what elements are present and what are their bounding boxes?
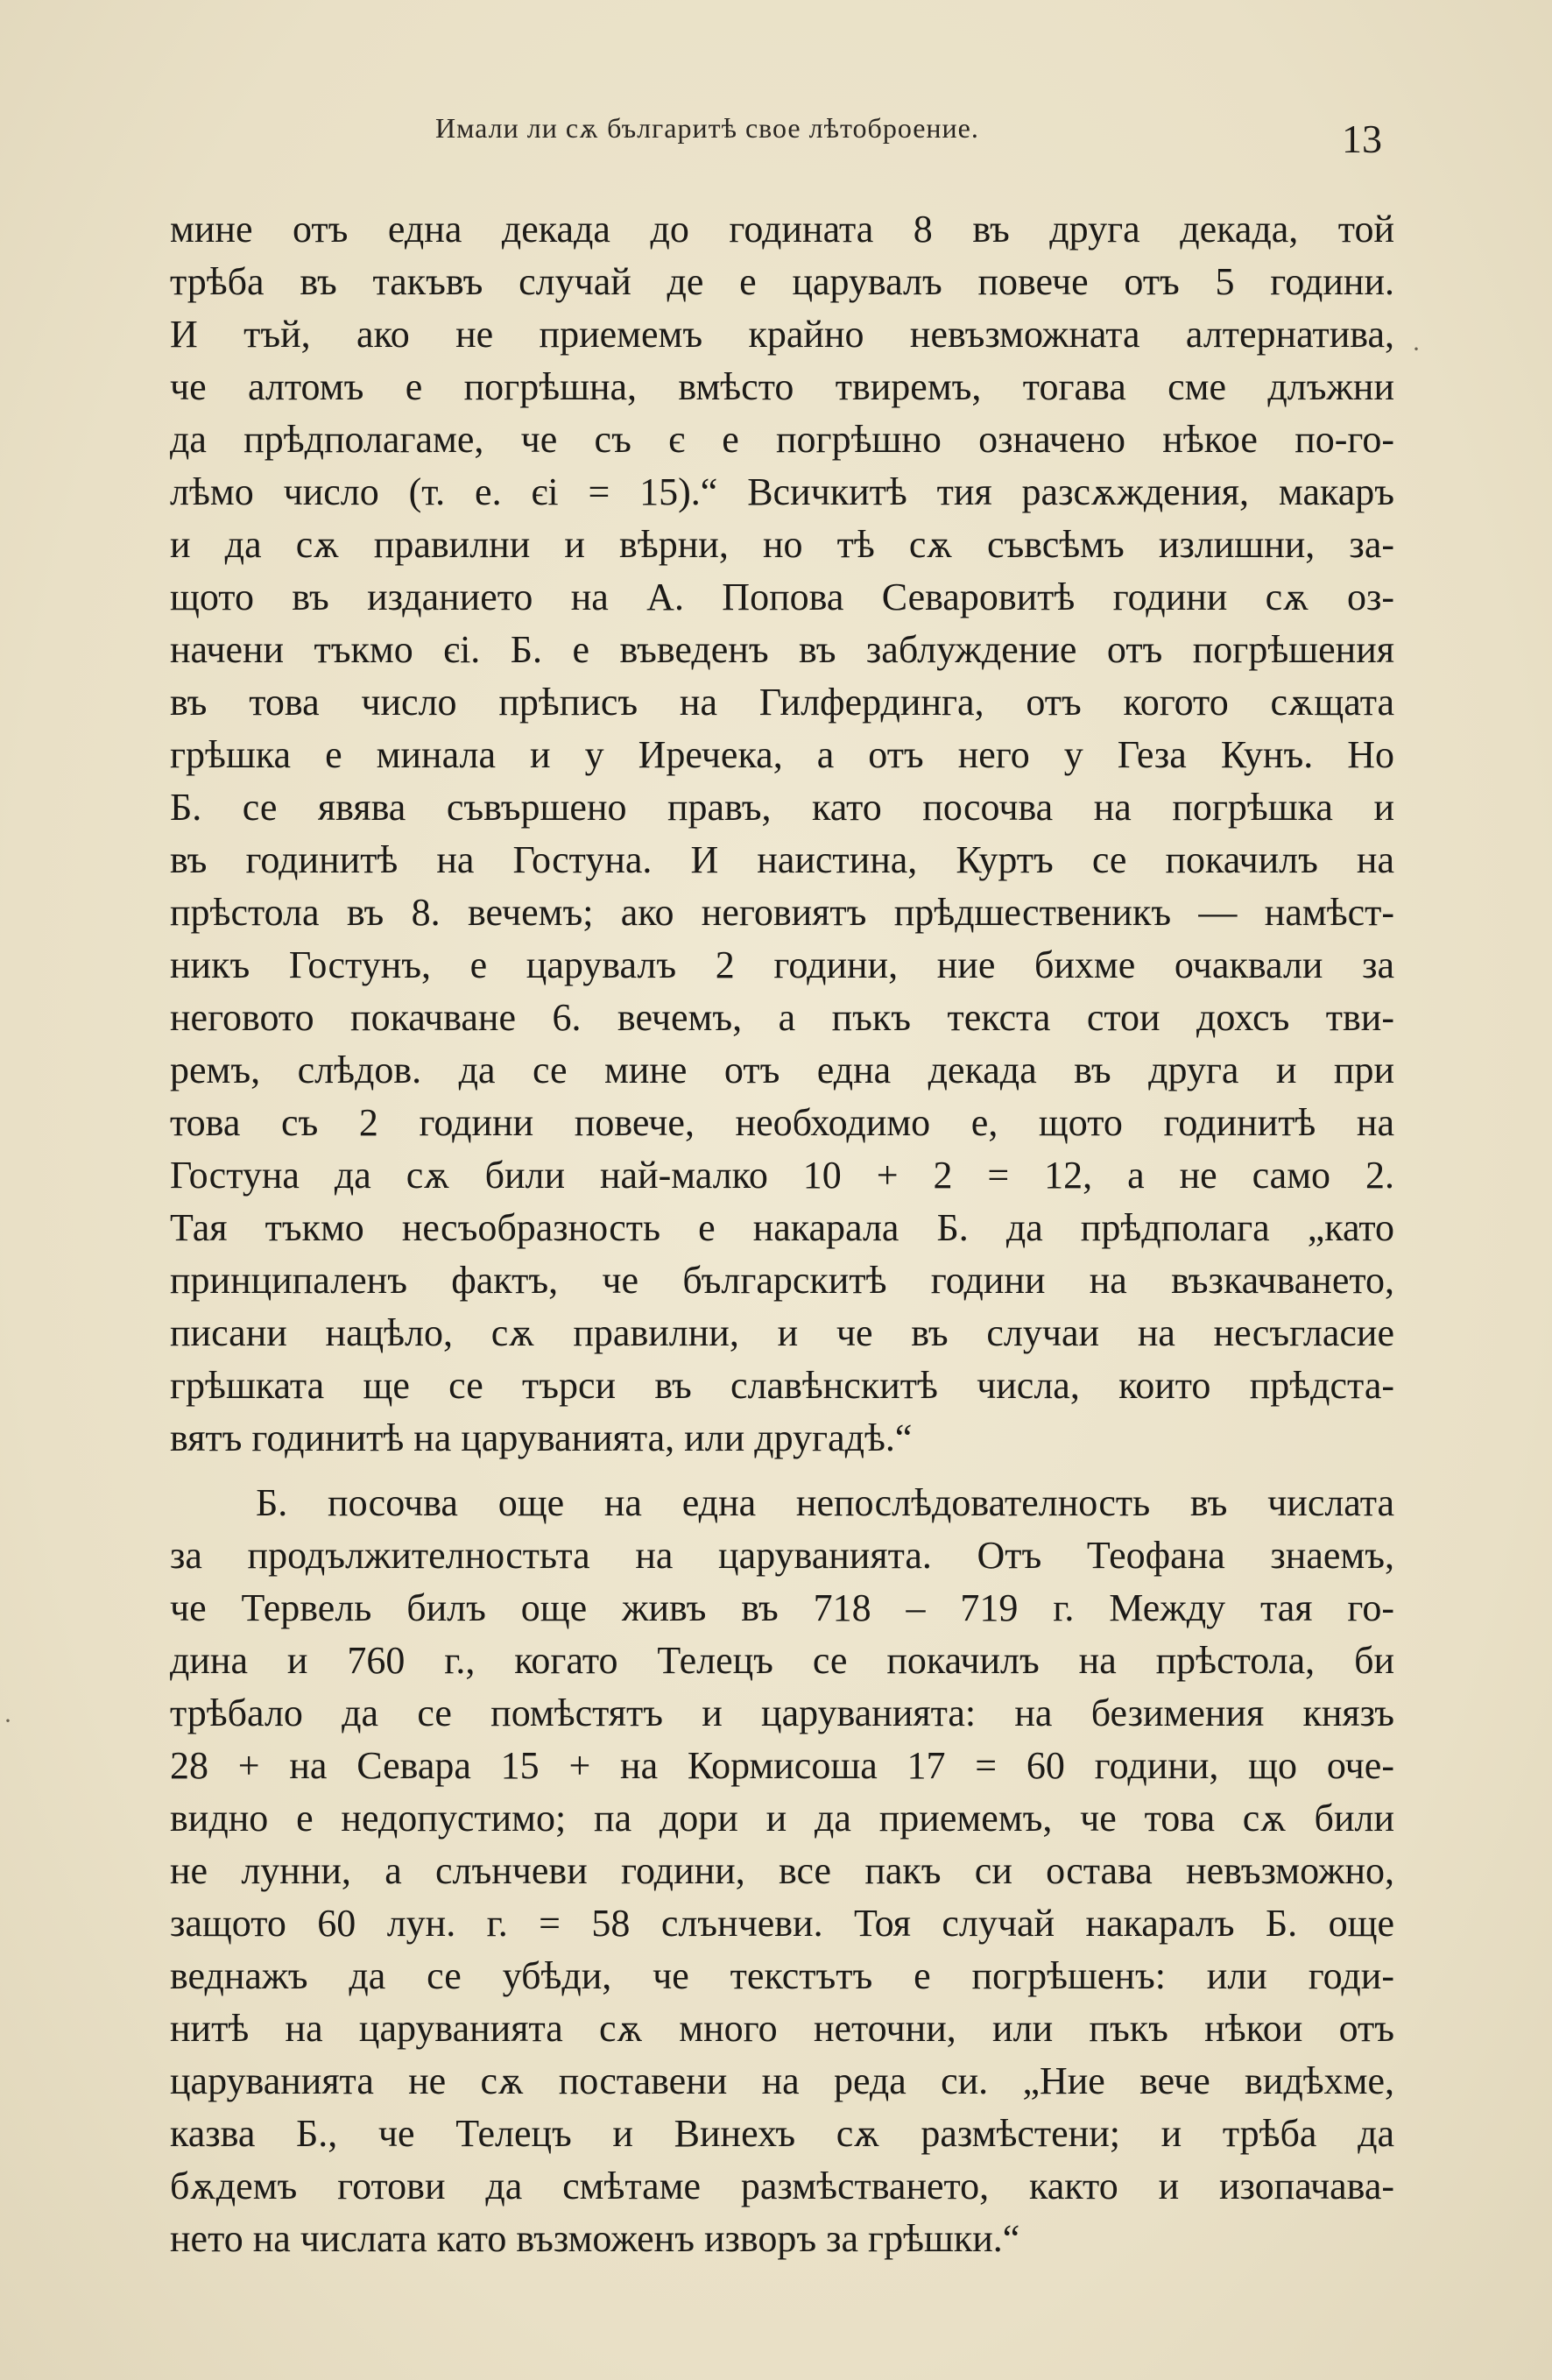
text-line: че Тервель билъ още живъ въ 718 – 719 г. Между тая го- — [170, 1586, 1394, 1629]
text-line: това съ 2 години повече, необходимо е, щото годинитѣ на — [170, 1101, 1394, 1144]
text-line: прѣстола въ 8. вечемъ; ако неговиятъ прѣдшественикъ — намѣст- — [170, 891, 1394, 934]
text-line: веднажъ да се убѣди, че текстътъ е погрѣшенъ: или годи- — [170, 1954, 1394, 1997]
text-line: грѣшка е минала и у Иречека, а отъ него у Геза Кунъ. Но — [170, 733, 1394, 776]
page-number: 13 — [1342, 117, 1382, 161]
text-line: защото 60 лун. г. = 58 слънчеви. Тоя случай накаралъ Б. още — [170, 1902, 1394, 1945]
margin-speck: · — [1412, 335, 1421, 364]
text-line: трѣба въ такъвъ случай де е царувалъ повече отъ 5 години. — [170, 260, 1394, 303]
text-line: Гостуна да сѫ били най-малко 10 + 2 = 12, а не само 2. — [170, 1154, 1394, 1197]
text-line: и да сѫ правилни и вѣрни, но тѣ сѫ съвсѣмъ излишни, за- — [170, 523, 1394, 566]
margin-speck: · — [4, 1706, 12, 1735]
text-line: царуванията не сѫ поставени на реда си. „Ние вече видѣхме, — [170, 2059, 1394, 2102]
text-line: че алтомъ е погрѣшна, вмѣсто твиремъ, тогава сме длъжни — [170, 365, 1394, 408]
text-line: нето на числата като възможенъ изворъ за грѣшки.“ — [170, 2217, 1020, 2260]
text-line: дина и 760 г., когато Телецъ се покачилъ на прѣстола, би — [170, 1639, 1394, 1682]
text-line: Б. се явява съвършено правъ, като посочва на погрѣшка и — [170, 786, 1394, 829]
text-line: въ това число прѣписъ на Гилфердинга, отъ когото сѫщата — [170, 681, 1394, 724]
text-line: въ годинитѣ на Гостуна. И наистина, Куртъ се покачилъ на — [170, 838, 1394, 881]
text-line: писани нацѣло, сѫ правилни, и че въ случаи на несъгласие — [170, 1311, 1394, 1354]
text-line: мине отъ една декада до годината 8 въ друга декада, той — [170, 208, 1394, 251]
text-line: видно е недопустимо; па дори и да приемемъ, че това сѫ били — [170, 1797, 1394, 1840]
text-line: грѣшката ще се търси въ славѣнскитѣ числа, които прѣдста- — [170, 1364, 1394, 1407]
text-line: да прѣдполагаме, че съ є е погрѣшно означено нѣкое по-го- — [170, 418, 1394, 461]
text-line: за продължителностьта на царуванията. Отъ Теофана знаемъ, — [170, 1534, 1394, 1577]
text-line: щото въ изданието на А. Попова Севаровитѣ години сѫ оз- — [170, 576, 1394, 618]
text-line: принципаленъ фактъ, че българскитѣ години на възкачването, — [170, 1259, 1394, 1302]
text-line: трѣбало да се помѣстятъ и царуванията: на безимения князъ — [170, 1691, 1394, 1734]
paragraph-gap — [170, 1465, 1394, 1477]
text-line: казва Б., че Телецъ и Винехъ сѫ размѣстени; и трѣба да — [170, 2112, 1394, 2155]
text-line: бѫдемъ готови да смѣтаме размѣстването, както и изопачава- — [170, 2165, 1394, 2207]
text-line: не лунни, а слънчеви години, все пакъ си остава невъзможно, — [170, 1849, 1394, 1892]
text-line: нитѣ на царуванията сѫ много неточни, или пъкъ нѣкои отъ — [170, 2007, 1394, 2050]
body-text — [170, 203, 1394, 2265]
text-line: 28 + на Севара 15 + на Кормисоша 17 = 60 години, що оче- — [170, 1744, 1394, 1787]
text-line: начени тъкмо єі. Б. е въведенъ въ заблуждение отъ погрѣшения — [170, 628, 1394, 671]
text-line: Б. посочва още на една непослѣдователность въ числата — [256, 1481, 1394, 1524]
text-line: никъ Гостунъ, е царувалъ 2 години, ние бихме очаквали за — [170, 943, 1394, 986]
text-line: И тъй, ако не приемемъ крайно невъзможната алтернатива, — [170, 313, 1394, 356]
text-line: лѣмо число (т. е. єі = 15).“ Всичкитѣ тия разсѫждения, макаръ — [170, 470, 1394, 513]
text-line: ремъ, слѣдов. да се мине отъ една декада въ друга и при — [170, 1049, 1394, 1091]
running-title: Имали ли сѫ българитѣ свое лѣтоброение. — [435, 112, 979, 144]
text-line: неговото покачване 6. вечемъ, а пъкъ текста стои дохсъ тви- — [170, 996, 1394, 1039]
text-line: Тая тъкмо несъобразность е накарала Б. да прѣдполага „като — [170, 1206, 1394, 1249]
text-line: вятъ годинитѣ на царуванията, или другадѣ.“ — [170, 1416, 913, 1459]
